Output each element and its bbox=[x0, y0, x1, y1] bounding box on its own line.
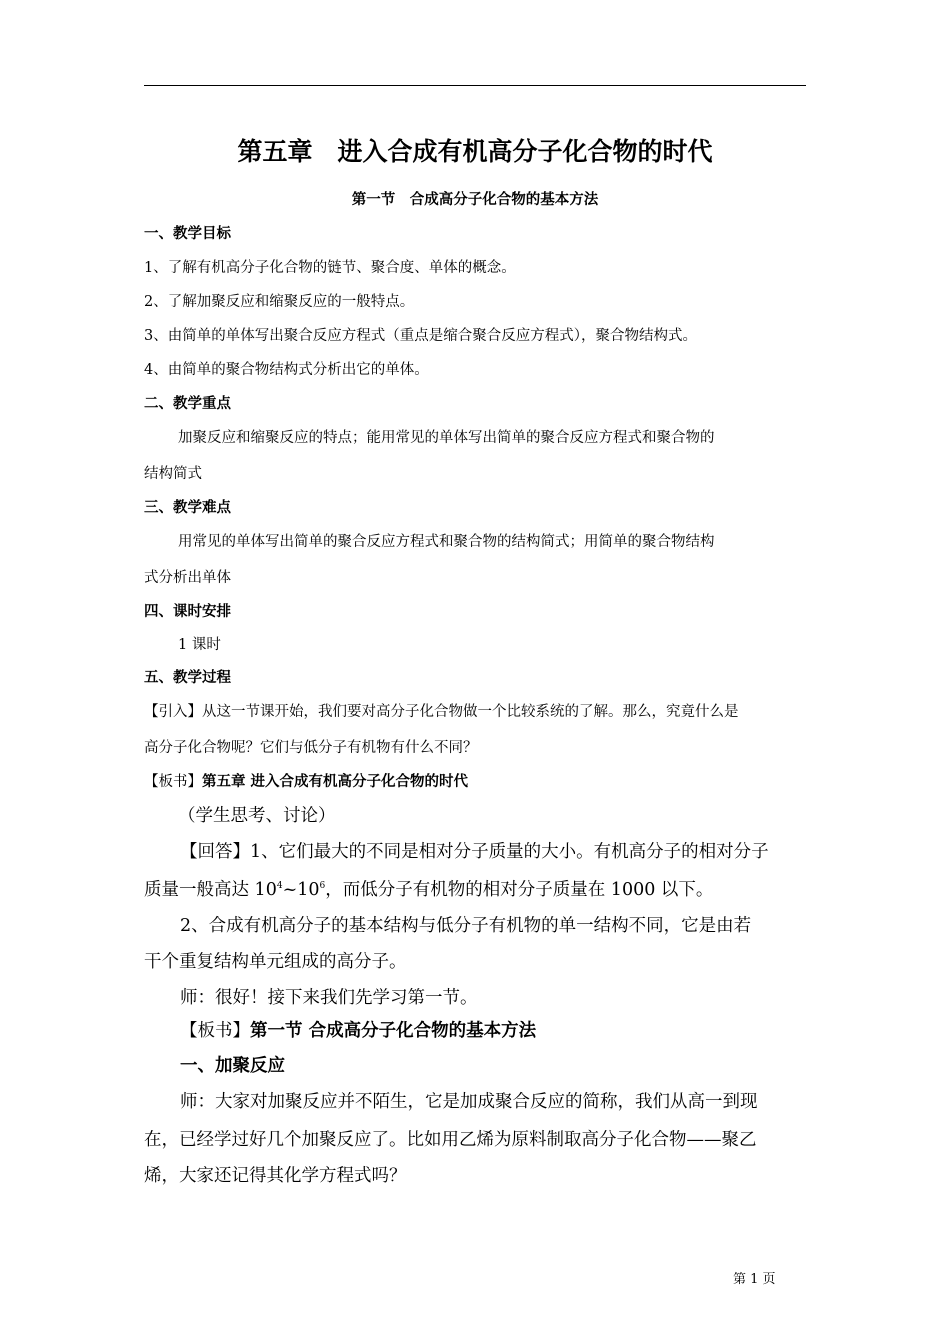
answer2-paragraph-cont: 干个重复结构单元组成的高分子。 bbox=[144, 952, 407, 972]
section-heading-difficulties: 三、教学难点 bbox=[144, 500, 231, 516]
teacher-paragraph-cont: 烯，大家还记得其化学方程式吗？ bbox=[144, 1166, 407, 1186]
schedule-text: 1 课时 bbox=[178, 637, 221, 653]
section-heading-objectives: 一、教学目标 bbox=[144, 226, 231, 242]
key-points-text-cont: 结构简式 bbox=[144, 466, 202, 482]
objective-item: 2、了解加聚反应和缩聚反应的一般特点。 bbox=[144, 294, 415, 310]
answer-tag: 【回答】 bbox=[180, 842, 250, 862]
subsection-heading: 一、加聚反应 bbox=[180, 1056, 285, 1076]
intro-text: 从这一节课开始，我们要对高分子化合物做一个比较系统的了解。那么，究竟什么是 bbox=[202, 704, 739, 720]
answer-text: 1、它们最大的不同是相对分子质量的大小。有机高分子的相对分子 bbox=[250, 842, 769, 862]
section-subtitle: 第一节 合成高分子化合物的基本方法 bbox=[351, 192, 599, 208]
board-tag: 【板书】 bbox=[180, 1021, 250, 1041]
intro-tag: 【引入】 bbox=[144, 704, 202, 720]
intro-paragraph-cont: 高分子化合物呢？它们与低分子有机物有什么不同？ bbox=[144, 740, 478, 756]
board-note-chapter bbox=[144, 770, 468, 791]
discussion-note: （学生思考、讨论） bbox=[178, 806, 336, 826]
superscript-exponent: 6 bbox=[319, 881, 326, 892]
objective-item: 3、由简单的单体写出聚合反应方程式（重点是缩合聚合反应方程式），聚合物结构式。 bbox=[144, 328, 697, 344]
chapter-title: 第五章 进入合成有机高分子化合物的时代 bbox=[237, 137, 713, 166]
teacher-paragraph: 师：大家对加聚反应并不陌生，它是加成聚合反应的简称，我们从高一到现 bbox=[180, 1092, 758, 1112]
answer2-paragraph: 2、合成有机高分子的基本结构与低分子有机物的单一结构不同，它是由若 bbox=[180, 916, 752, 936]
answer-text-part: ，而低分子有机物的相对分子质量在 1000 以下。 bbox=[325, 880, 714, 900]
key-points-text: 加聚反应和缩聚反应的特点；能用常见的单体写出简单的聚合反应方程式和聚合物的 bbox=[178, 430, 715, 446]
difficulties-text-cont: 式分析出单体 bbox=[144, 570, 231, 586]
answer-text-part: ~10 bbox=[282, 880, 320, 900]
answer-paragraph-cont bbox=[144, 876, 713, 901]
objective-item: 4、由简单的聚合物结构式分析出它的单体。 bbox=[144, 362, 429, 378]
superscript-exponent: 4 bbox=[276, 881, 283, 892]
teacher-remark: 师：很好！接下来我们先学习第一节。 bbox=[180, 988, 478, 1008]
teacher-paragraph-cont: 在，已经学过好几个加聚反应了。比如用乙烯为原料制取高分子化合物——聚乙 bbox=[144, 1130, 757, 1150]
answer-paragraph bbox=[180, 838, 769, 863]
section-heading-schedule: 四、课时安排 bbox=[144, 604, 231, 620]
section-heading-process: 五、教学过程 bbox=[144, 670, 231, 686]
board-tag: 【板书】 bbox=[144, 774, 202, 790]
difficulties-text: 用常见的单体写出简单的聚合反应方程式和聚合物的结构简式；用简单的聚合物结构 bbox=[178, 534, 715, 550]
board-text: 第五章 进入合成有机高分子化合物的时代 bbox=[202, 774, 469, 790]
board-text: 第一节 合成高分子化合物的基本方法 bbox=[250, 1021, 537, 1041]
answer-text-part: 质量一般高达 10 bbox=[144, 880, 277, 900]
header-rule bbox=[144, 85, 806, 86]
intro-paragraph bbox=[144, 700, 739, 721]
page-number: 第 1 页 bbox=[733, 1272, 776, 1287]
section-heading-key-points: 二、教学重点 bbox=[144, 396, 231, 412]
objective-item: 1、了解有机高分子化合物的链节、聚合度、单体的概念。 bbox=[144, 260, 516, 276]
board-note-section bbox=[180, 1017, 536, 1042]
